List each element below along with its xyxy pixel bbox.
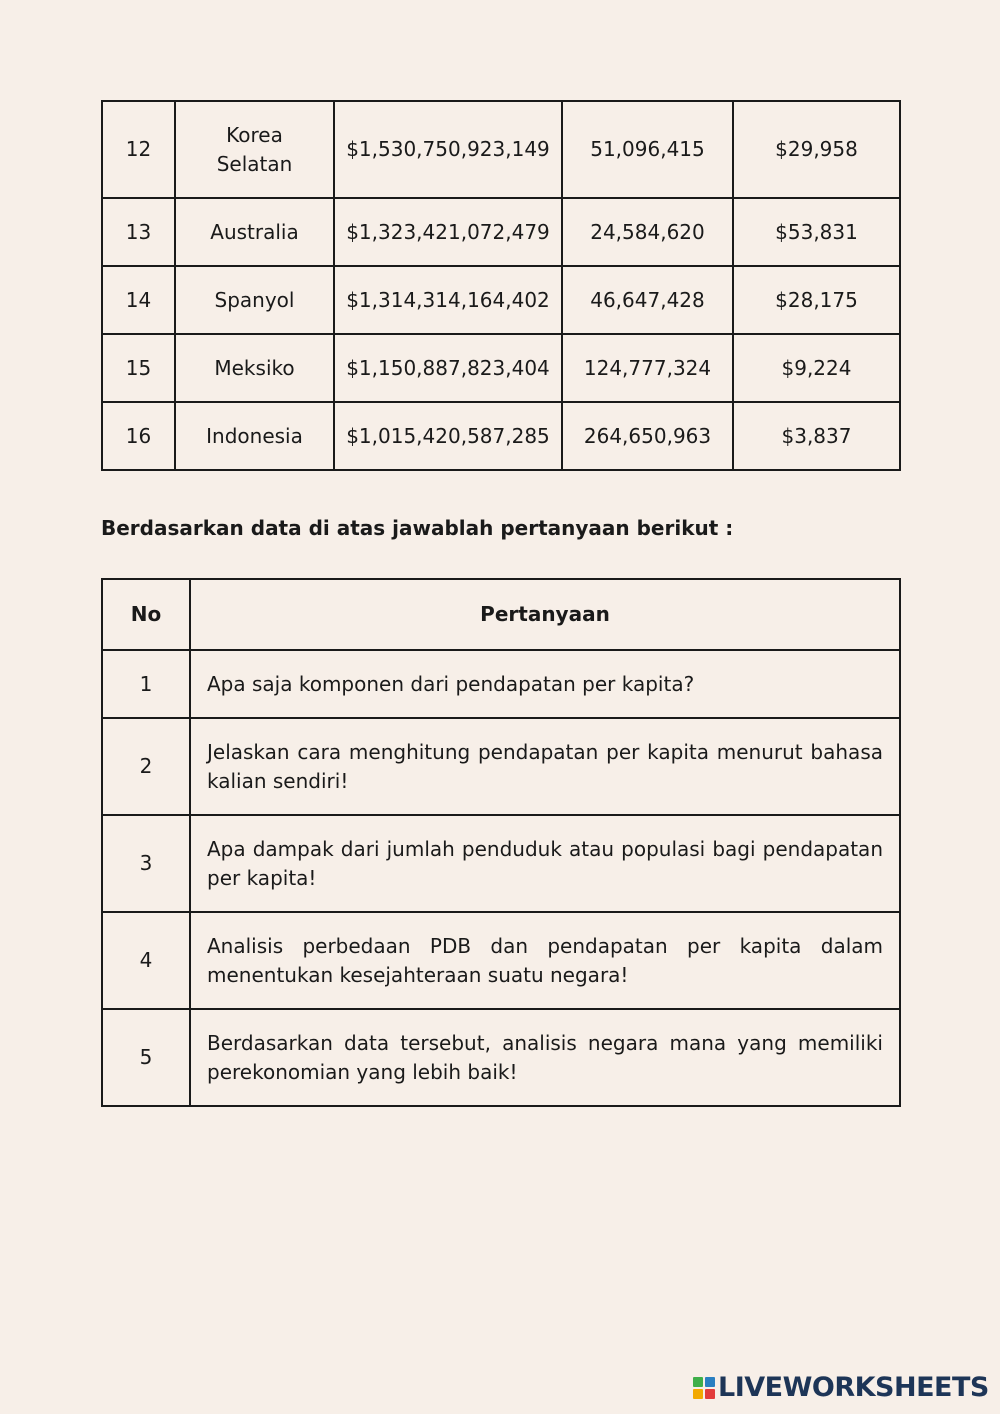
- rank-cell: 15: [102, 334, 175, 402]
- population-cell: 264,650,963: [562, 402, 733, 470]
- logo-icon: [693, 1377, 715, 1399]
- gdp-data-table: [101, 100, 901, 471]
- per-capita-cell: $53,831: [733, 198, 900, 266]
- country-cell: Meksiko: [175, 334, 334, 402]
- question-text: Analisis perbedaan PDB dan pendapatan per kapita dalam menentukan kesejahteraan suatu negara!: [190, 912, 900, 1009]
- population-cell: 124,777,324: [562, 334, 733, 402]
- gdp-cell: $1,530,750,923,149: [334, 101, 562, 198]
- rank-cell: 12: [102, 101, 175, 198]
- question-row: [102, 912, 900, 1009]
- rank-cell: 14: [102, 266, 175, 334]
- question-text: Apa dampak dari jumlah penduduk atau populasi bagi pendapatan per kapita!: [190, 815, 900, 912]
- country-cell: Australia: [175, 198, 334, 266]
- population-cell: 24,584,620: [562, 198, 733, 266]
- gdp-cell: $1,150,887,823,404: [334, 334, 562, 402]
- question-text: Jelaskan cara menghitung pendapatan per kapita menurut bahasa kalian sendiri!: [190, 718, 900, 815]
- instructions-heading: Berdasarkan data di atas jawablah pertanyaan berikut :: [101, 516, 734, 540]
- gdp-cell: $1,015,420,587,285: [334, 402, 562, 470]
- questions-table: [101, 578, 901, 1107]
- question-text: Apa saja komponen dari pendapatan per kapita?: [190, 650, 900, 718]
- table-row: [102, 101, 900, 198]
- rank-cell: 13: [102, 198, 175, 266]
- logo-square: [693, 1389, 703, 1399]
- table-row: [102, 402, 900, 470]
- question-number: 4: [102, 912, 190, 1009]
- population-cell: 46,647,428: [562, 266, 733, 334]
- per-capita-cell: $28,175: [733, 266, 900, 334]
- question-number: 2: [102, 718, 190, 815]
- table-row: [102, 266, 900, 334]
- question-row: [102, 1009, 900, 1106]
- gdp-cell: $1,314,314,164,402: [334, 266, 562, 334]
- question-number: 3: [102, 815, 190, 912]
- logo-square: [693, 1377, 703, 1387]
- question-number: 1: [102, 650, 190, 718]
- country-cell: [175, 101, 334, 198]
- table-row: [102, 198, 900, 266]
- question-number: 5: [102, 1009, 190, 1106]
- questions-header-row: [102, 579, 900, 650]
- header-no: No: [102, 579, 190, 650]
- rank-cell: 16: [102, 402, 175, 470]
- logo-text: LIVEWORKSHEETS: [718, 1372, 989, 1403]
- question-row: [102, 815, 900, 912]
- country-line: Selatan: [216, 151, 293, 176]
- table-row: [102, 334, 900, 402]
- liveworksheets-logo: [693, 1372, 989, 1404]
- question-row: [102, 650, 900, 718]
- per-capita-cell: $3,837: [733, 402, 900, 470]
- header-question: Pertanyaan: [190, 579, 900, 650]
- country-cell: Spanyol: [175, 266, 334, 334]
- question-row: [102, 718, 900, 815]
- question-text: Berdasarkan data tersebut, analisis negara mana yang memiliki perekonomian yang lebih baik!: [190, 1009, 900, 1106]
- population-cell: 51,096,415: [562, 101, 733, 198]
- logo-square: [705, 1377, 715, 1387]
- per-capita-cell: $9,224: [733, 334, 900, 402]
- country-line: Korea: [226, 122, 283, 147]
- per-capita-cell: $29,958: [733, 101, 900, 198]
- gdp-cell: $1,323,421,072,479: [334, 198, 562, 266]
- logo-square: [705, 1389, 715, 1399]
- country-cell: Indonesia: [175, 402, 334, 470]
